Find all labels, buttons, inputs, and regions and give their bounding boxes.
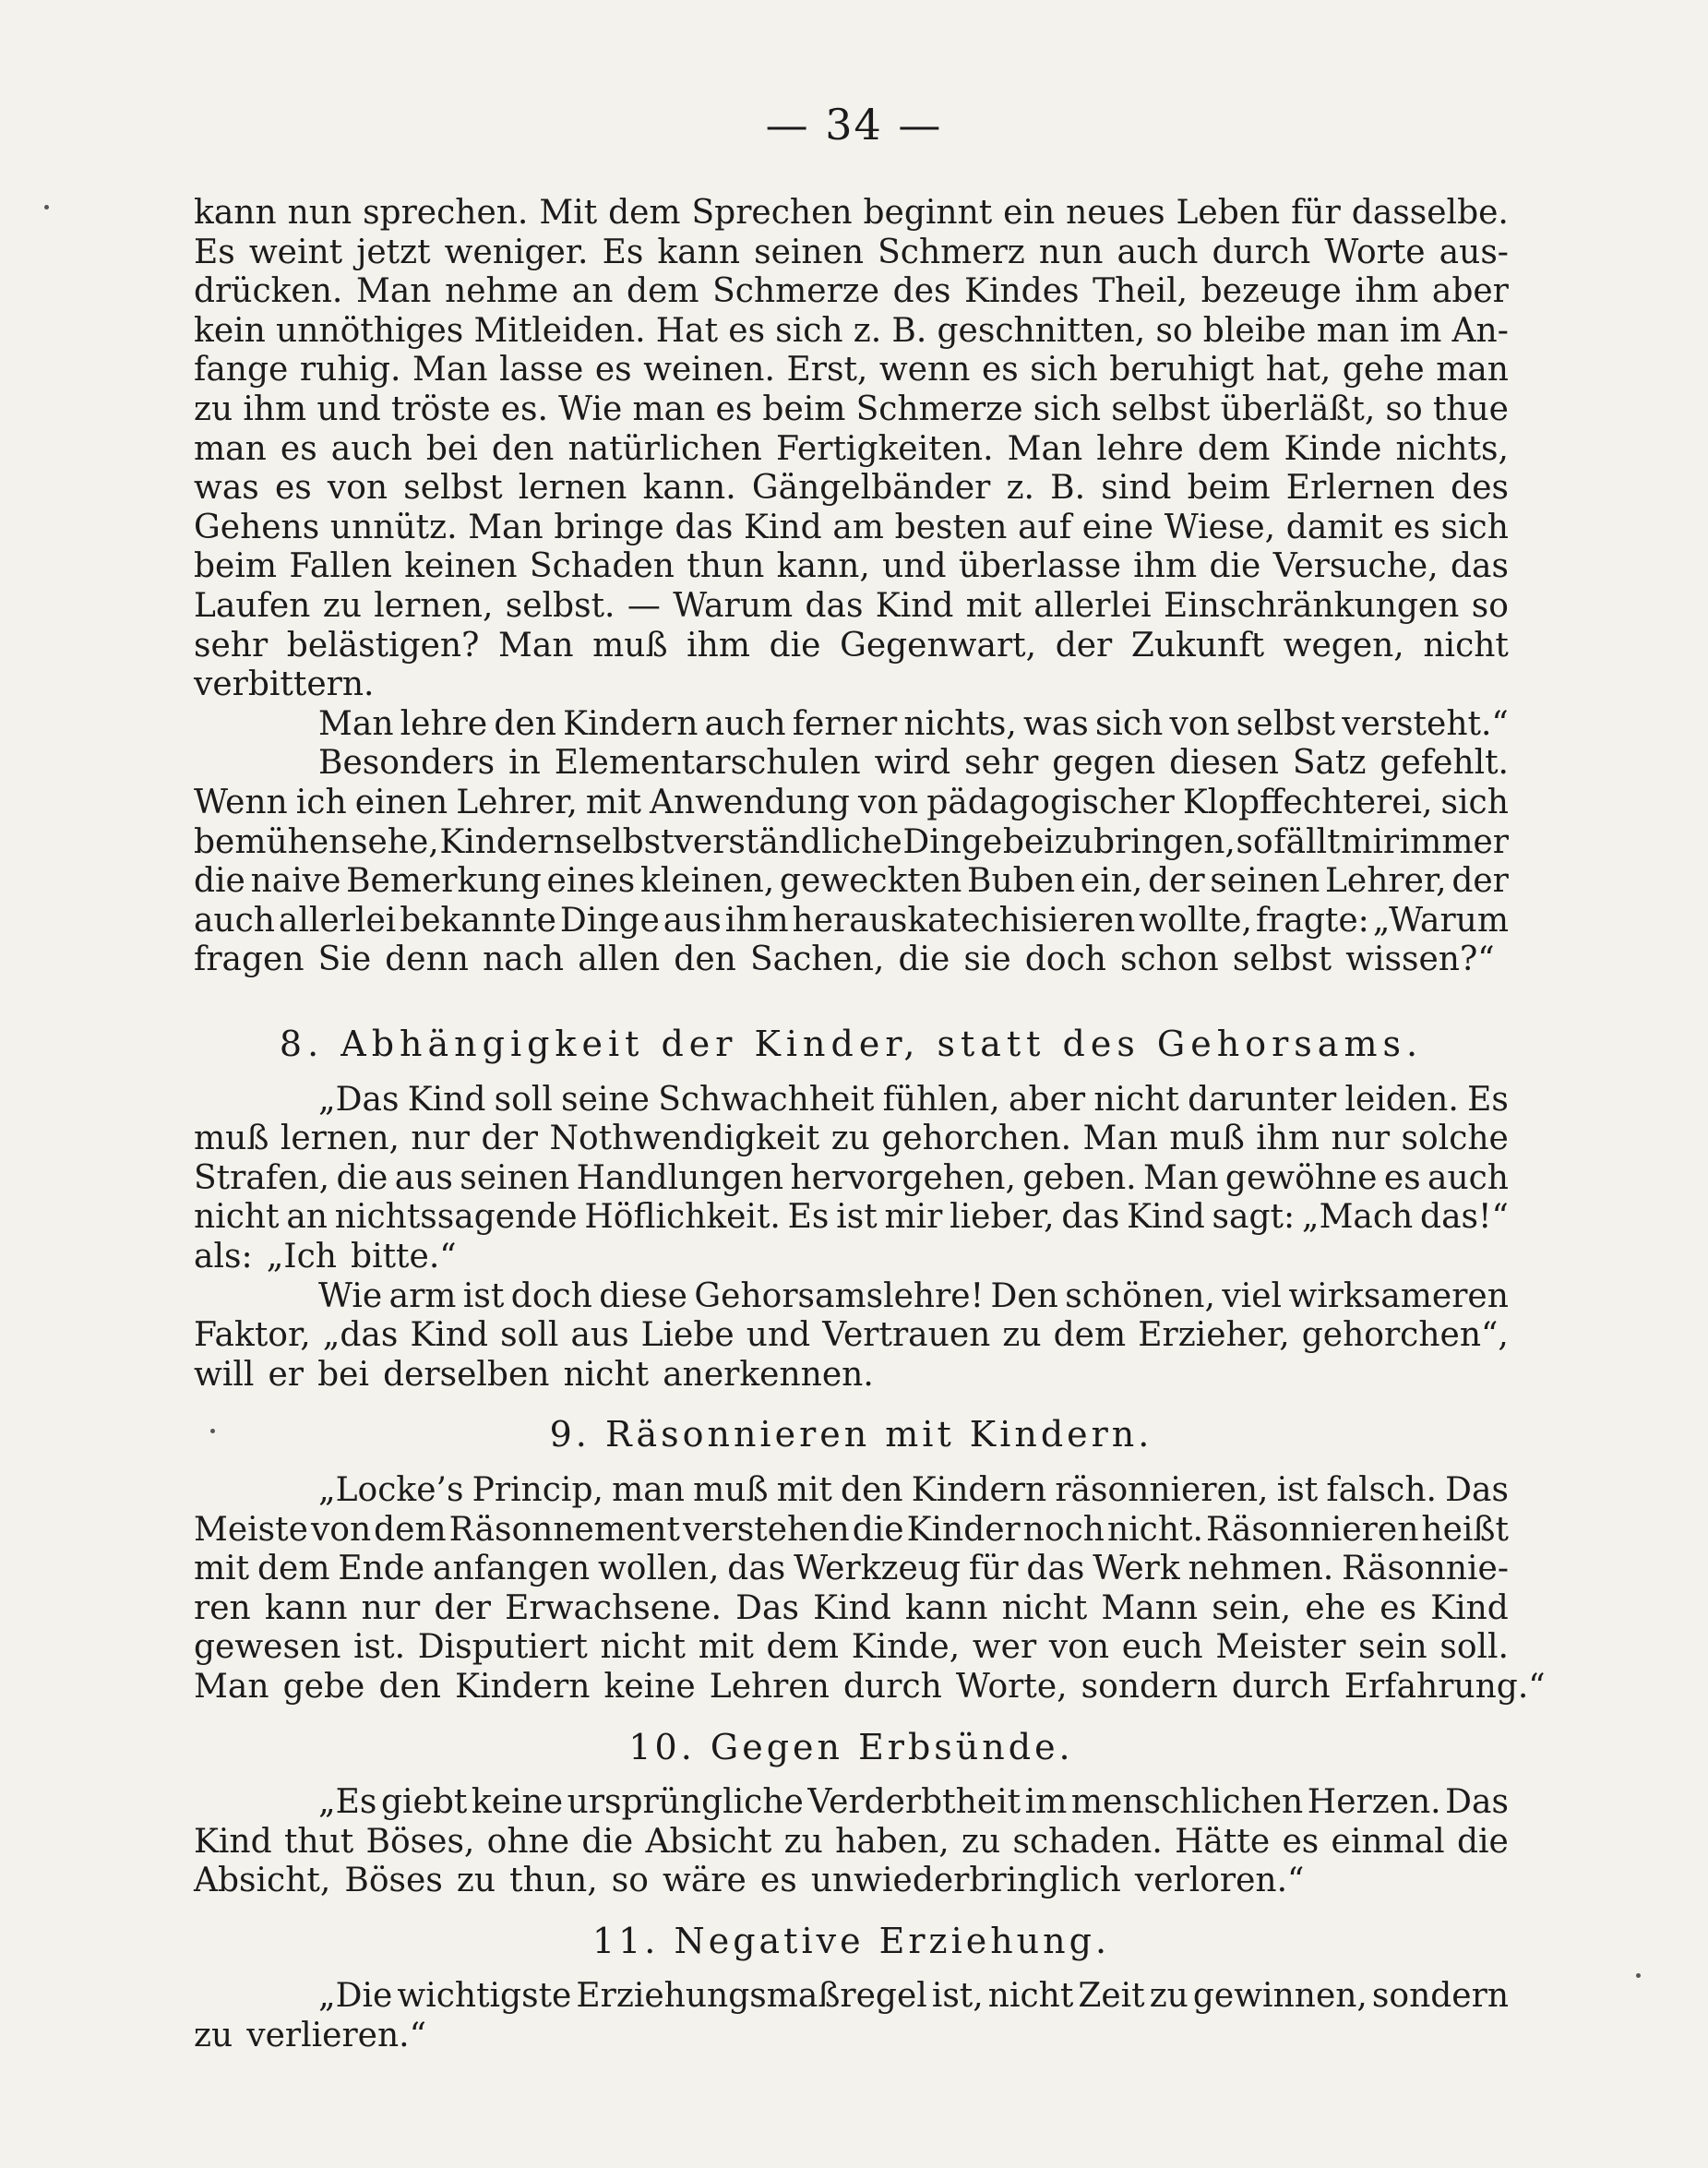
text-line: gewesen ist. Disputiert nicht mit dem Kinde, wer von euch Meister sein soll.	[194, 1628, 1509, 1667]
text-line: verbittern.	[194, 665, 375, 704]
page-number: — 34 —	[765, 100, 943, 150]
text-line: kein unnöthiges Mitleiden. Hat es sich z. B. geschnitten, so bleibe man im An-	[194, 311, 1509, 350]
text-line: Gehens unnütz. Man bringe das Kind am besten auf eine Wiese, damit es sich	[194, 508, 1509, 546]
text-line: Es weint jetzt weniger. Es kann seinen Schmerz nun auch durch Worte aus-	[194, 233, 1509, 271]
text-line: Laufen zu lernen, selbst. — Warum das Kind mit allerlei Einschränkungen so	[194, 586, 1509, 625]
text-line: Wie arm ist doch diese Gehorsamslehre! Den schönen, viel wirksameren	[318, 1276, 1509, 1315]
text-line: „Locke’s Princip, man muß mit den Kindern räsonnieren, ist falsch. Das	[318, 1470, 1509, 1509]
text-line: nicht an nichtssagende Höflichkeit. Es ist mir lieber, das Kind sagt: „Mach das!“	[194, 1198, 1509, 1237]
text-line: was es von selbst lernen kann. Gängelbänder z. B. sind beim Erlernen des	[194, 469, 1509, 508]
text-line: muß lernen, nur der Nothwendigkeit zu gehorchen. Man muß ihm nur solche	[194, 1120, 1509, 1158]
text-line: Meiste von dem Räsonnement verstehen die Kinder noch nicht. Räsonnieren heißt	[194, 1510, 1509, 1549]
text-line: als: „Ich bitte.“	[194, 1237, 457, 1276]
text-line: mit dem Ende anfangen wollen, das Werkzeug für das Werk nehmen. Räsonnie-	[194, 1550, 1509, 1588]
paper-speck	[44, 205, 49, 210]
text-line: will er bei derselben nicht anerkennen.	[194, 1355, 874, 1394]
paper-speck	[1636, 1973, 1641, 1978]
text-line: Man lehre den Kindern auch ferner nichts, was sich von selbst versteht.“	[318, 704, 1509, 743]
text-line: zu ihm und tröste es. Wie man es beim Schmerze sich selbst überläßt, so thue	[194, 389, 1509, 428]
text-line: fange ruhig. Man lasse es weinen. Erst, wenn es sich beruhigt hat, gehe man	[194, 351, 1509, 389]
text-line: Wenn ich einen Lehrer, mit Anwendung von pädagogischer Klopffechterei, sich	[194, 783, 1509, 821]
section-heading: 10. Gegen Erbsünde.	[628, 1726, 1074, 1767]
text-line: die naive Bemerkung eines kleinen, geweckten Buben ein, der seinen Lehrer, der	[194, 862, 1509, 901]
body-text-sections	[194, 1004, 1546, 2056]
text-line: „Die wichtigste Erziehungsmaßregel ist, nicht Zeit zu gewinnen, sondern	[318, 1977, 1509, 2016]
text-line: bemühen sehe, Kindern selbstverständliche Dinge beizubringen, so fällt mir immer	[194, 822, 1509, 861]
text-line: fragen Sie denn nach allen den Sachen, die sie doch schon selbst wissen?“	[194, 940, 1495, 979]
text-line: drücken. Man nehme an dem Schmerze des Kindes Theil, bezeuge ihm aber	[194, 272, 1509, 311]
section-heading: 9. Räsonnieren mit Kindern.	[549, 1414, 1153, 1455]
text-line: „Das Kind soll seine Schwachheit fühlen, aber nicht darunter leiden. Es	[318, 1080, 1509, 1119]
section-heading: 11. Negative Erziehung.	[591, 1920, 1111, 1961]
text-line: „Es giebt keine ursprüngliche Verderbtheit im menschlichen Herzen. Das	[318, 1783, 1509, 1822]
text-line: man es auch bei den natürlichen Fertigkeiten. Man lehre dem Kinde nichts,	[194, 429, 1509, 468]
text-line: Kind thut Böses, ohne die Absicht zu haben, zu schaden. Hätte es einmal die	[194, 1822, 1509, 1861]
text-line: Absicht, Böses zu thun, so wäre es unwiederbringlich verloren.“	[194, 1862, 1305, 1900]
text-line: sehr belästigen? Man muß ihm die Gegenwart, der Zukunft wegen, nicht	[194, 626, 1509, 665]
text-line: zu verlieren.“	[194, 2017, 426, 2055]
text-line: auch allerlei bekannte Dinge aus ihm herauskatechisieren wollte, fragte: „Warum	[194, 901, 1509, 940]
text-line: beim Fallen keinen Schaden thun kann, und überlasse ihm die Versuche, das	[194, 547, 1509, 586]
text-line: Man gebe den Kindern keine Lehren durch Worte, sondern durch Erfahrung.“	[194, 1667, 1546, 1706]
text-line: ren kann nur der Erwachsene. Das Kind kann nicht Mann sein, ehe es Kind	[194, 1588, 1509, 1627]
text-line: Strafen, die aus seinen Handlungen hervorgehen, geben. Man gewöhne es auch	[194, 1158, 1509, 1197]
section-heading: 8. Abhängigkeit der Kinder, statt des Gehorsams.	[279, 1024, 1424, 1064]
text-line: kann nun sprechen. Mit dem Sprechen beginnt ein neues Leben für dasselbe.	[194, 194, 1509, 232]
body-text-intro	[194, 194, 1509, 980]
text-line: Faktor, „das Kind soll aus Liebe und Vertrauen zu dem Erzieher, gehorchen“,	[194, 1316, 1509, 1355]
text-line: Besonders in Elementarschulen wird sehr gegen diesen Satz gefehlt.	[318, 744, 1509, 783]
